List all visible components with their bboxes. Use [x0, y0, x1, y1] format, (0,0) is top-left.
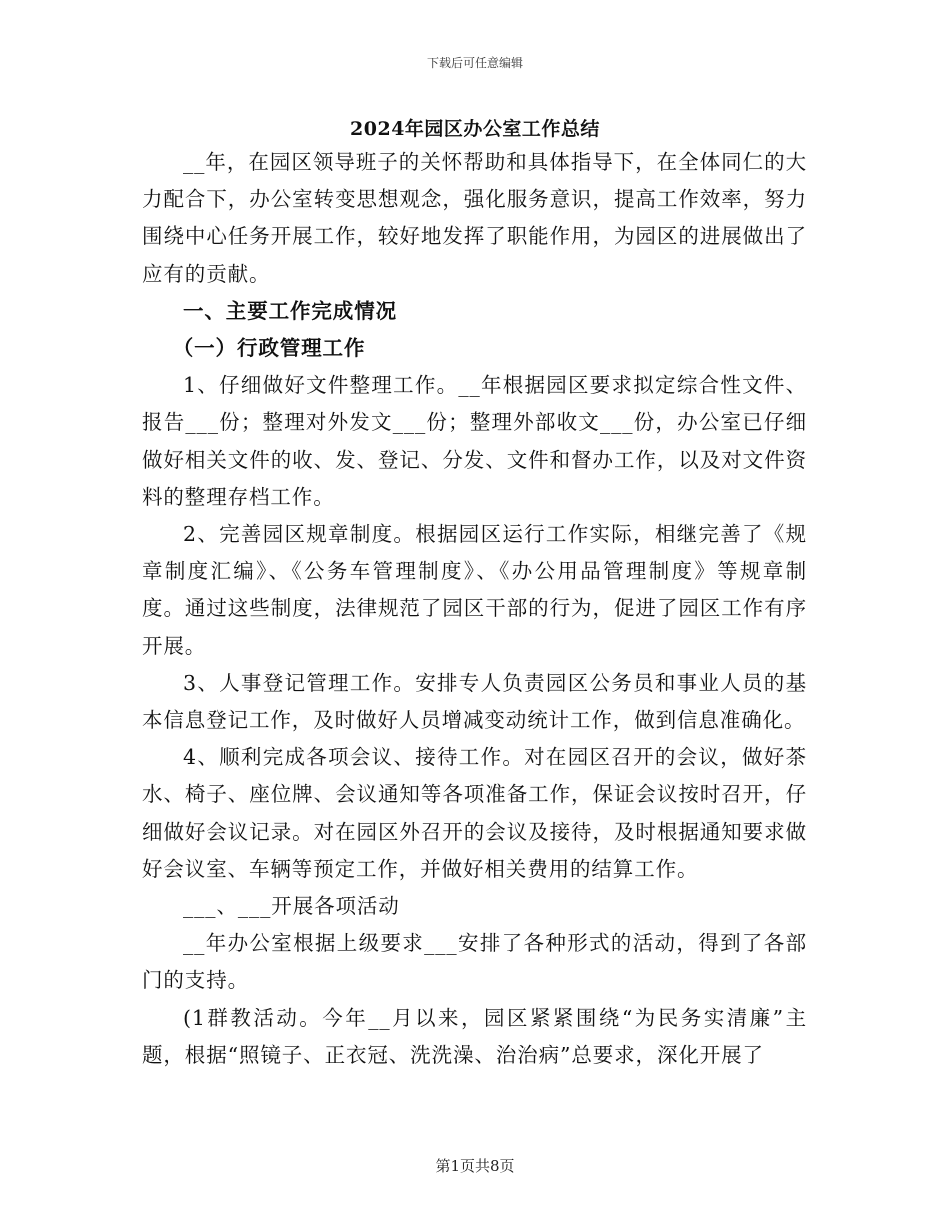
- section-heading-1: 一、主要工作完成情况: [183, 298, 397, 323]
- paragraph-item-4: 4、顺利完成各项会议、接待工作。对在园区召开的会议，做好茶水、椅子、座位牌、会议通知等各项准备工作，保证会议按时召开，仔细做好会议记录。对在园区外召开的会议及接待，及时根据通知要求做好会议室、车辆等预定工作，并做好相关费用的结算工作。: [142, 745, 807, 881]
- document-body: [142, 144, 807, 1074]
- paragraph-item-3: 3、人事登记管理工作。安排专人负责园区公务员和事业人员的基本信息登记工作，及时做好人员增减变动统计工作，做到信息准确化。: [142, 670, 807, 733]
- paragraph-item-2: 2、完善园区规章制度。根据园区运行工作实际，相继完善了《规章制度汇编》、《公务车管理制度》、《办公用品管理制度》等规章制度。通过这些制度，法律规范了园区干部的行为，促进了园区工作有序开展。: [142, 522, 807, 658]
- header-note: 下载后可任意编辑: [426, 56, 523, 70]
- page-footer: 第1页共8页: [435, 1157, 515, 1175]
- subsection-heading-1: （一）行政管理工作: [172, 336, 366, 361]
- paragraph-activities: __年办公室根据上级要求___安排了各种形式的活动，得到了各部门的支持。: [142, 931, 807, 993]
- intro-paragraph: __年，在园区领导班子的关怀帮助和具体指导下，在全体同仁的大力配合下，办公室转变思想观念，强化服务意识，提高工作效率，努力围绕中心任务开展工作，较好地发挥了职能作用，为园区的进展做出了应有的贡献。: [142, 150, 807, 286]
- document-title: 2024年园区办公室工作总结: [350, 118, 600, 140]
- subsection-heading-2: ___、___开展各项活动: [183, 894, 400, 919]
- paragraph-mass-education: (1群教活动。今年__月以来，园区紧紧围绕“为民务实清廉”主题，根据“照镜子、正衣冠、洗洗澡、治治病”总要求，深化开展了: [142, 1005, 807, 1067]
- paragraph-item-1: 1、仔细做好文件整理工作。__年根据园区要求拟定综合性文件、报告___份；整理对外发文___份；整理外部收文___份，办公室已仔细做好相关文件的收、发、登记、分发、文件和督办工作，以及对文件资料的整理存档工作。: [142, 373, 807, 509]
